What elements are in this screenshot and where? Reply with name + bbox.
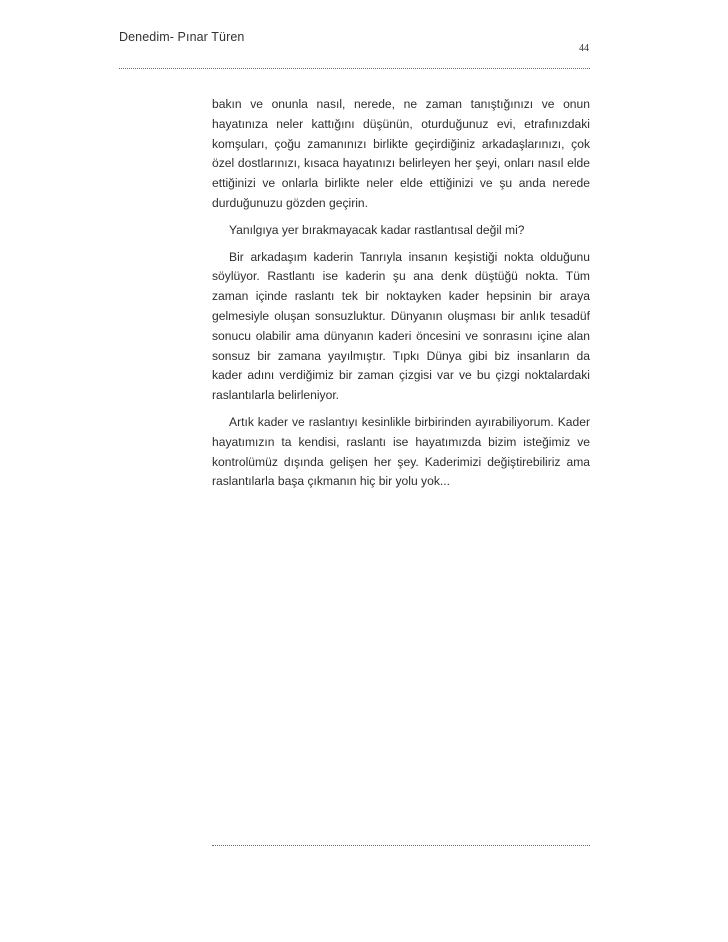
footer-divider (212, 845, 590, 846)
paragraph-question: Yanılgıya yer bırakmayacak kadar rastlantısal değil mi? (229, 222, 525, 237)
page-number: 44 (579, 43, 589, 54)
body-text (212, 95, 590, 499)
paragraph-continuation: bakın ve onunla nasıl, nerede, ne zaman tanıştığınızı ve onun hayatınıza neler kattığını düşünün, oturduğunuz evi, etrafınızdaki komşuları, çoğu zamanınızı birlikte geçirdiğiniz arkadaşlarınızı, çok özel dostlarınızı, kısaca hayatınızı belirleyen her şeyi, onları nasıl elde ettiğinizi ve onlarla birlikte neler elde ettiğinizi ve şu anda nerede durduğunuzu gözden geçirin. (212, 97, 590, 210)
running-header-title: Denedim- Pınar Türen (119, 30, 245, 44)
header-divider (119, 68, 590, 69)
paragraph-fate-definition: Bir arkadaşım kaderin Tanrıyla insanın keşistiği nokta olduğunu söylüyor. Rastlantı ise kaderin şu ana denk düştüğü nokta. Tüm zaman içinde raslantı tek bir noktayken kader hepsinin bir araya gelmesiyle oluşan sonsuzluktur. Dünyanın oluşması bir anlık tesadüf sonucu olabilir ama dünyanın kaderi öncesini ve sonrasını içine alan sonsuz bir zamana yayılmıştır. Tıpkı Dünya gibi biz insanların da kader adını verdiğimiz bir zaman çizgisi var ve bu çizgi noktalardaki raslantılarla belirleniyor. (212, 249, 590, 403)
paragraph-conclusion: Artık kader ve raslantıyı kesinlikle birbirinden ayırabiliyorum. Kader hayatımızın ta kendisi, raslantı ise hayatımızda bizim isteğimiz ve kontrolümüz dışında gelişen her şey. Kaderimizi değiştirebiliriz ama raslantılarla başa çıkmanın hiç bir yolu yok... (212, 414, 590, 489)
